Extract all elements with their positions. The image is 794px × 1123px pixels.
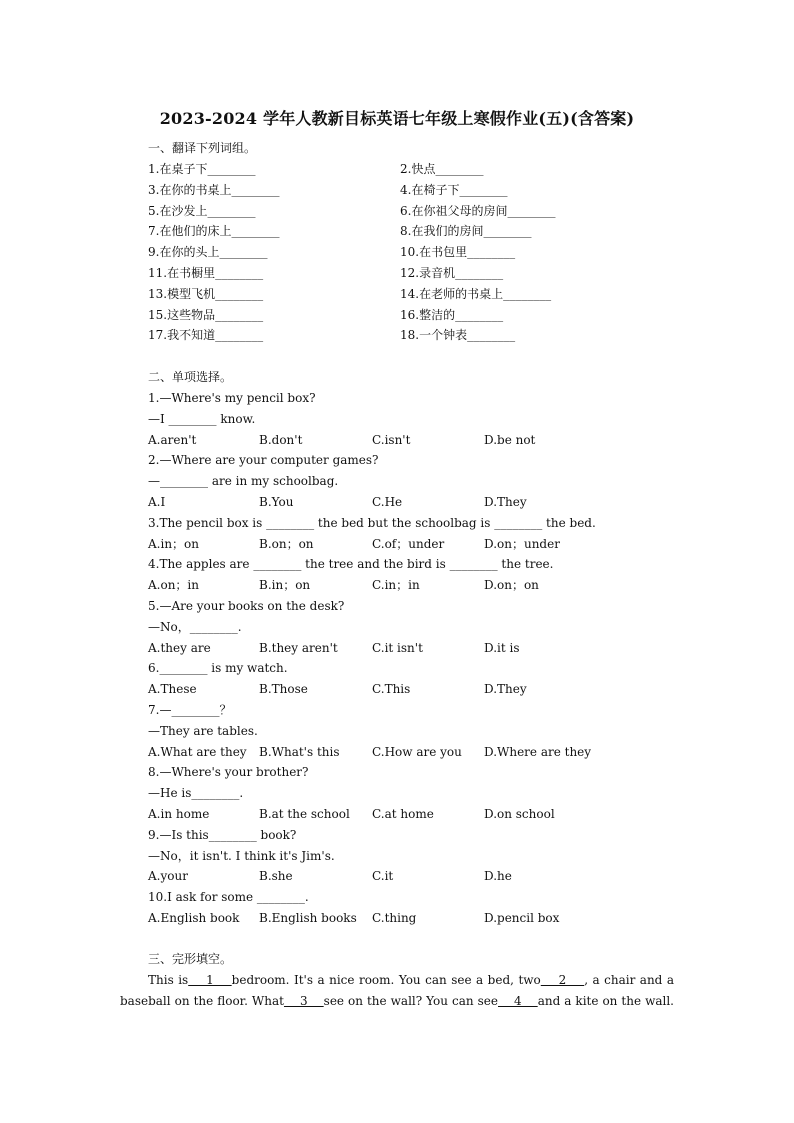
answer-option: B.don't	[259, 432, 303, 447]
answer-option: B.in；on	[259, 578, 311, 593]
translate-item: 10.在书包里________	[400, 245, 516, 260]
answer-option: C.This	[372, 682, 411, 697]
answer-option: C.thing	[372, 911, 417, 925]
question-line: —No，________.	[148, 619, 242, 634]
question-line: —They are tables.	[148, 723, 258, 738]
answer-option: A.your	[148, 869, 188, 884]
translate-item: 13.模型飞机________	[148, 286, 264, 301]
answer-option: A.on；in	[148, 578, 200, 593]
answer-option: A.I	[148, 495, 166, 509]
translate-item: 12.录音机________	[400, 266, 504, 280]
question-stem: 2.—Where are your computer games?	[148, 453, 379, 468]
section-heading-cloze: 三、完形填空。	[148, 952, 233, 966]
answer-option: B.What's this	[259, 744, 340, 759]
translate-item: 1.在桌子下________	[148, 162, 256, 176]
answer-option: A.What are they	[148, 744, 247, 759]
cloze-blank-3: 3	[283, 994, 324, 1008]
answer-option: B.Those	[259, 682, 308, 697]
question-line: —________ are in my schoolbag.	[148, 474, 339, 489]
answer-option: A.These	[148, 682, 197, 697]
question-stem: 8.—Where's your brother?	[148, 765, 309, 780]
cloze-paragraph-line-1: This is 1 bedroom. It's a nice room. You can see a bed, two 2 , a chair and a	[148, 973, 674, 987]
translate-item: 15.这些物品________	[148, 307, 264, 322]
cloze-blank-4: 4	[498, 994, 538, 1008]
answer-option: C.isn't	[372, 432, 411, 447]
answer-option: C.at home	[372, 807, 434, 821]
translate-item: 2.快点________	[400, 162, 484, 176]
answer-option: B.they aren't	[259, 640, 338, 655]
answer-option: B.she	[259, 869, 293, 884]
answer-option: C.He	[372, 495, 403, 509]
translate-item: 8.在我们的房间________	[400, 224, 532, 239]
answer-option: D.it is	[484, 640, 520, 655]
answer-option: A.aren't	[148, 432, 197, 447]
answer-option: B.on；on	[259, 536, 314, 551]
answer-option: C.it isn't	[372, 640, 423, 655]
answer-option: A.they are	[148, 640, 211, 655]
question-stem: 9.—Is this________ book?	[148, 827, 297, 842]
question-line: —I ________ know.	[148, 411, 256, 426]
cloze-blank-1: 1	[188, 973, 232, 987]
translate-item: 11.在书橱里________	[148, 266, 264, 280]
page-title: 2023-2024 学年人教新目标英语七年级上寒假作业(五)(含答案)	[159, 109, 635, 128]
answer-option: D.he	[484, 869, 512, 884]
translate-item: 3.在你的书桌上________	[148, 182, 280, 197]
question-stem: 7.—________？	[148, 703, 232, 717]
translate-item: 4.在椅子下________	[400, 182, 508, 197]
answer-option: C.of；under	[372, 536, 445, 551]
question-stem: 5.—Are your books on the desk?	[148, 599, 345, 613]
cloze-blank-2: 2	[540, 973, 585, 987]
translate-item: 7.在他们的床上________	[148, 224, 280, 239]
answer-option: C.in；in	[372, 578, 420, 593]
translate-item: 17.我不知道________	[148, 328, 264, 343]
translate-item: 18.一个钟表________	[400, 328, 516, 343]
answer-option: B.You	[259, 495, 294, 509]
answer-option: D.Where are they	[484, 744, 592, 759]
answer-option: D.on school	[484, 807, 555, 821]
question-stem: 10.I ask for some ________.	[148, 890, 309, 905]
answer-option: B.English books	[259, 911, 357, 925]
answer-option: D.They	[484, 495, 527, 509]
answer-option: D.on；under	[484, 536, 560, 551]
translate-item: 9.在你的头上________	[148, 245, 268, 260]
section-heading-choice: 二、单项选择。	[148, 370, 233, 384]
question-stem: 3.The pencil box is ________ the bed but the schoolbag is ________ the bed.	[148, 515, 596, 530]
translate-item: 6.在你祖父母的房间________	[400, 203, 556, 218]
answer-option: B.at the school	[259, 807, 350, 821]
answer-option: C.How are you	[372, 744, 462, 759]
question-stem: 4.The apples are ________ the tree and the bird is ________ the tree.	[148, 557, 554, 572]
question-line: —He is________.	[148, 786, 244, 801]
answer-option: D.be not	[484, 432, 536, 447]
translate-item: 14.在老师的书桌上________	[400, 286, 552, 301]
translate-item: 5.在沙发上________	[148, 203, 256, 218]
section-heading-translate: 一、翻译下列词组。	[148, 141, 257, 155]
answer-option: A.in home	[148, 807, 210, 821]
answer-option: A.in；on	[148, 536, 200, 551]
answer-option: D.on；on	[484, 578, 539, 593]
answer-option: D.pencil box	[484, 911, 560, 925]
answer-option: D.They	[484, 682, 527, 697]
translate-item: 16.整洁的________	[400, 307, 504, 322]
answer-option: C.it	[372, 869, 394, 884]
question-stem: 6.________ is my watch.	[148, 661, 288, 676]
answer-option: A.English book	[148, 911, 240, 925]
cloze-paragraph-line-2: baseball on the floor. What 3 see on the wall? You can see 4 and a kite on the wall.	[120, 994, 674, 1008]
question-stem: 1.—Where's my pencil box?	[148, 391, 316, 405]
question-line: —No，it isn't. I think it's Jim's.	[148, 848, 335, 863]
